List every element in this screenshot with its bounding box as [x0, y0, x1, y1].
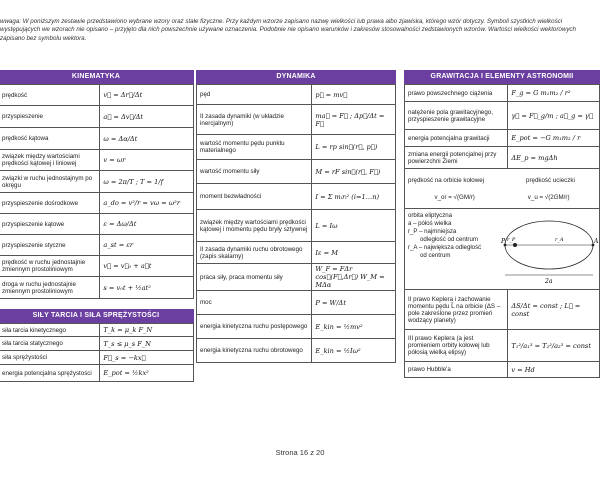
kinematics-table [0, 84, 194, 299]
orbit-title: orbita eliptyczna [408, 212, 453, 219]
quantity-name: droga w ruchu jednostajnie zmiennym prostoliniowym [0, 277, 100, 299]
formula-row [405, 330, 600, 362]
dynamics-header: DYNAMIKA [196, 70, 396, 84]
formula: E_kin = ½Iω² [312, 339, 396, 363]
formula-row [405, 147, 600, 169]
formula: L = rp sin∢(r⃗, p⃗) [312, 135, 396, 160]
quantity-name: przyspieszenie [0, 106, 100, 128]
formula: T₁²/a₁³ = T₂²/a₂³ = const [508, 330, 600, 362]
orbit-line: a – półoś wielka [408, 220, 452, 228]
gravitation-header: GRAWITACJA I ELEMENTY ASTRONOMII [404, 70, 600, 84]
quantity-name: energia potencjalna grawitacji [405, 130, 508, 147]
formula: F⃗_s = −kx⃗ [100, 351, 194, 365]
formula-row [405, 130, 600, 147]
warning-note: wwaga: W poniższym zestawie przedstawiono wybrane wzory oraz stałe fizyczne. Przy każdym wzorze zapisano nazwę wielkości lub prawa albo zjawiska, którego wzór dotyczy. Symboli szystkich wielkości występujących we wzorach nie opisano – przyjęto dla nich powszechnie używane oznaczenia. Podobnie nie opisano warunków i zakresów stosowalności zedstawionych wzorów. Wartości wielkości wektorowych zapisano bez symbolu wektora. [0, 18, 576, 42]
formula-row [405, 362, 600, 378]
label-a: A [594, 238, 599, 245]
dynamics-table [196, 84, 396, 363]
formula-row [0, 171, 194, 193]
quantity-name: siła tarcia statycznego [0, 337, 100, 351]
formula-row [197, 291, 396, 315]
formula: W_F = FΔr cos∢(F⃗,Δr⃗) W_M = MΔα [312, 264, 396, 291]
formula: Iε = M [312, 242, 396, 264]
formula: E_pot = ½kx² [100, 365, 194, 382]
quantity-name: prawo powszechnego ciążenia [405, 85, 508, 102]
formula: ω = 2π/T ; T = 1/f [100, 171, 194, 193]
orbit-row [405, 209, 600, 290]
focus-point [513, 243, 517, 247]
quantity-name: związek między wartościami prędkości kątowej i liniowej [0, 150, 100, 171]
formula-row [197, 339, 396, 363]
quantity-name: energia kinetyczna ruchu postępowego [197, 315, 312, 339]
kinematics-header: KINEMATYKA [0, 70, 194, 84]
formula-row [0, 277, 194, 299]
formula-row [197, 242, 396, 264]
quantity-name: wartość momentu pędu punktu materialnego [197, 135, 312, 160]
label-ra: r_A [555, 237, 564, 243]
quantity-name: siła tarcia kinetycznego [0, 324, 100, 337]
formula-row [197, 85, 396, 105]
quantity-name: prawo Hubble'a [405, 362, 508, 378]
formula-row [405, 102, 600, 130]
formula-row [0, 150, 194, 171]
formula: ΔS/Δt = const ; L⃗ = const [508, 290, 600, 330]
formula: a⃗ = Δv⃗/Δt [100, 106, 194, 128]
formula: ε = Δω/Δt [100, 214, 194, 235]
column-gravitation [404, 70, 600, 378]
formula-row [197, 105, 396, 135]
gravitation-table [404, 84, 600, 378]
formula-row [405, 290, 600, 330]
formula-row [0, 128, 194, 150]
quantity-name: wartość momentu siły [197, 160, 312, 184]
quantity-name: natężenie pola grawitacyjnego, przyspieszenie grawitacyjne [405, 102, 508, 130]
formula-row [197, 184, 396, 210]
quantity-name: moc [197, 291, 312, 315]
formula: T_s ≤ μ_s F_N [100, 337, 194, 351]
formula-row [0, 256, 194, 277]
formula: s = v₀t + ½at² [100, 277, 194, 299]
quantity-name: przyspieszenie kątowe [0, 214, 100, 235]
formula: ma⃗ = F⃗ ; Δp⃗/Δt = F⃗ [312, 105, 396, 135]
formula-row [197, 210, 396, 242]
quantity-name: zmiana energii potencjalnej przy powierzchni Ziemi [405, 147, 508, 169]
column-kinematics [0, 70, 194, 382]
formula: P = W/Δt [312, 291, 396, 315]
formula-row [0, 85, 194, 106]
formula-row [0, 214, 194, 235]
label-2a: 2a [545, 278, 553, 285]
formula: ω = Δα/Δt [100, 128, 194, 150]
formula: p⃗ = mv⃗ [312, 85, 396, 105]
quantity-name: przyspieszenie styczne [0, 235, 100, 256]
formula: γ⃗ = F⃗_g/m ; a⃗_g = γ⃗ [508, 102, 600, 130]
orbit-description [408, 212, 500, 261]
formula: v = ωr [100, 150, 194, 171]
quantity-name: II zasada dynamiki (w układzie inercjalnym) [197, 105, 312, 135]
quantity-name: związki w ruchu jednostajnym po okręgu [0, 171, 100, 193]
formula: v = Hd [508, 362, 600, 378]
formula-row [0, 324, 194, 337]
velocity-row [405, 169, 600, 209]
orbit-velocity-formula: v_or = √(GM/r) [434, 193, 475, 201]
label-rp: r_P [507, 237, 516, 243]
quantity-name: siła sprężystości [0, 351, 100, 365]
orbit-line: odległość od centrum [420, 236, 478, 244]
formula: v⃗ = v⃗₀ + a⃗t [100, 256, 194, 277]
quantity-name: energia potencjalna sprężystości [0, 365, 100, 382]
quantity-name: pęd [197, 85, 312, 105]
formula: M = rF sin∢(r⃗, F⃗) [312, 160, 396, 184]
quantity-name: praca siły, praca momentu siły [197, 264, 312, 291]
label-p: P [501, 238, 506, 245]
column-dynamics [196, 70, 396, 363]
formula-row [0, 106, 194, 128]
formula: T_k = μ_k F_N [100, 324, 194, 337]
quantity-name: energia kinetyczna ruchu obrotowego [197, 339, 312, 363]
quantity-name: prędkość kątowa [0, 128, 100, 150]
formula-row [197, 160, 396, 184]
orbit-line: r_P – najmniejsza [408, 228, 457, 236]
quantity-name: prędkość [0, 85, 100, 106]
formula: E_pot = −G m₁m₂ / r [508, 130, 600, 147]
formula-row [0, 337, 194, 351]
friction-header: SIŁY TARCIA I SIŁA SPRĘŻYSTOŚCI [0, 309, 194, 323]
formula-row [197, 315, 396, 339]
quantity-name: moment bezwładności [197, 184, 312, 210]
page-footer: Strona 16 z 20 [275, 448, 325, 457]
formula: F_g = G m₁m₂ / r² [508, 85, 600, 102]
quantity-name: prędkość w ruchu jednostajnie zmiennym prostoliniowym [0, 256, 100, 277]
formula: a_st = εr [100, 235, 194, 256]
orbit-line: r_A – największa odległość [408, 244, 482, 252]
quantity-name: II zasada dynamiki ruchu obrotowego (zapis skalarny) [197, 242, 312, 264]
formula-row [197, 135, 396, 160]
escape-velocity-formula: v_u = √(2GM/r) [527, 193, 570, 201]
ellipse-orbit-diagram [501, 215, 597, 285]
orbit-line: od centrum [420, 252, 451, 260]
formula-row [0, 351, 194, 365]
formula-row [0, 235, 194, 256]
escape-velocity-label: prędkość ucieczki [526, 176, 575, 184]
formula: a_do = v²/r = vω = ω²r [100, 193, 194, 214]
quantity-name: przyspieszenie dośrodkowe [0, 193, 100, 214]
formula-row [0, 365, 194, 382]
quantity-name: związek między wartościami prędkości kątowej i momentu pędu bryły sztywnej [197, 210, 312, 242]
formula-row [197, 264, 396, 291]
quantity-name: II prawo Keplera i zachowanie momentu pędu L⃗ na orbicie (ΔS – pole zakreślone przez promień wodzący planety) [405, 290, 508, 330]
formula: ΔE_p = mgΔh [508, 147, 600, 169]
formula-row [405, 85, 600, 102]
formula: I = Σ mᵢrᵢ² (i=1…n) [312, 184, 396, 210]
formula: v⃗ = Δr⃗/Δt [100, 85, 194, 106]
quantity-name: III prawo Keplera (a jest promieniem orbity kołowej lub półosią wielką elipsy) [405, 330, 508, 362]
formula: E_kin = ½mv² [312, 315, 396, 339]
orbit-velocity-label: prędkość na orbicie kołowej [408, 176, 485, 184]
formula: L = Iω [312, 210, 396, 242]
friction-table [0, 323, 194, 382]
formula-row [0, 193, 194, 214]
